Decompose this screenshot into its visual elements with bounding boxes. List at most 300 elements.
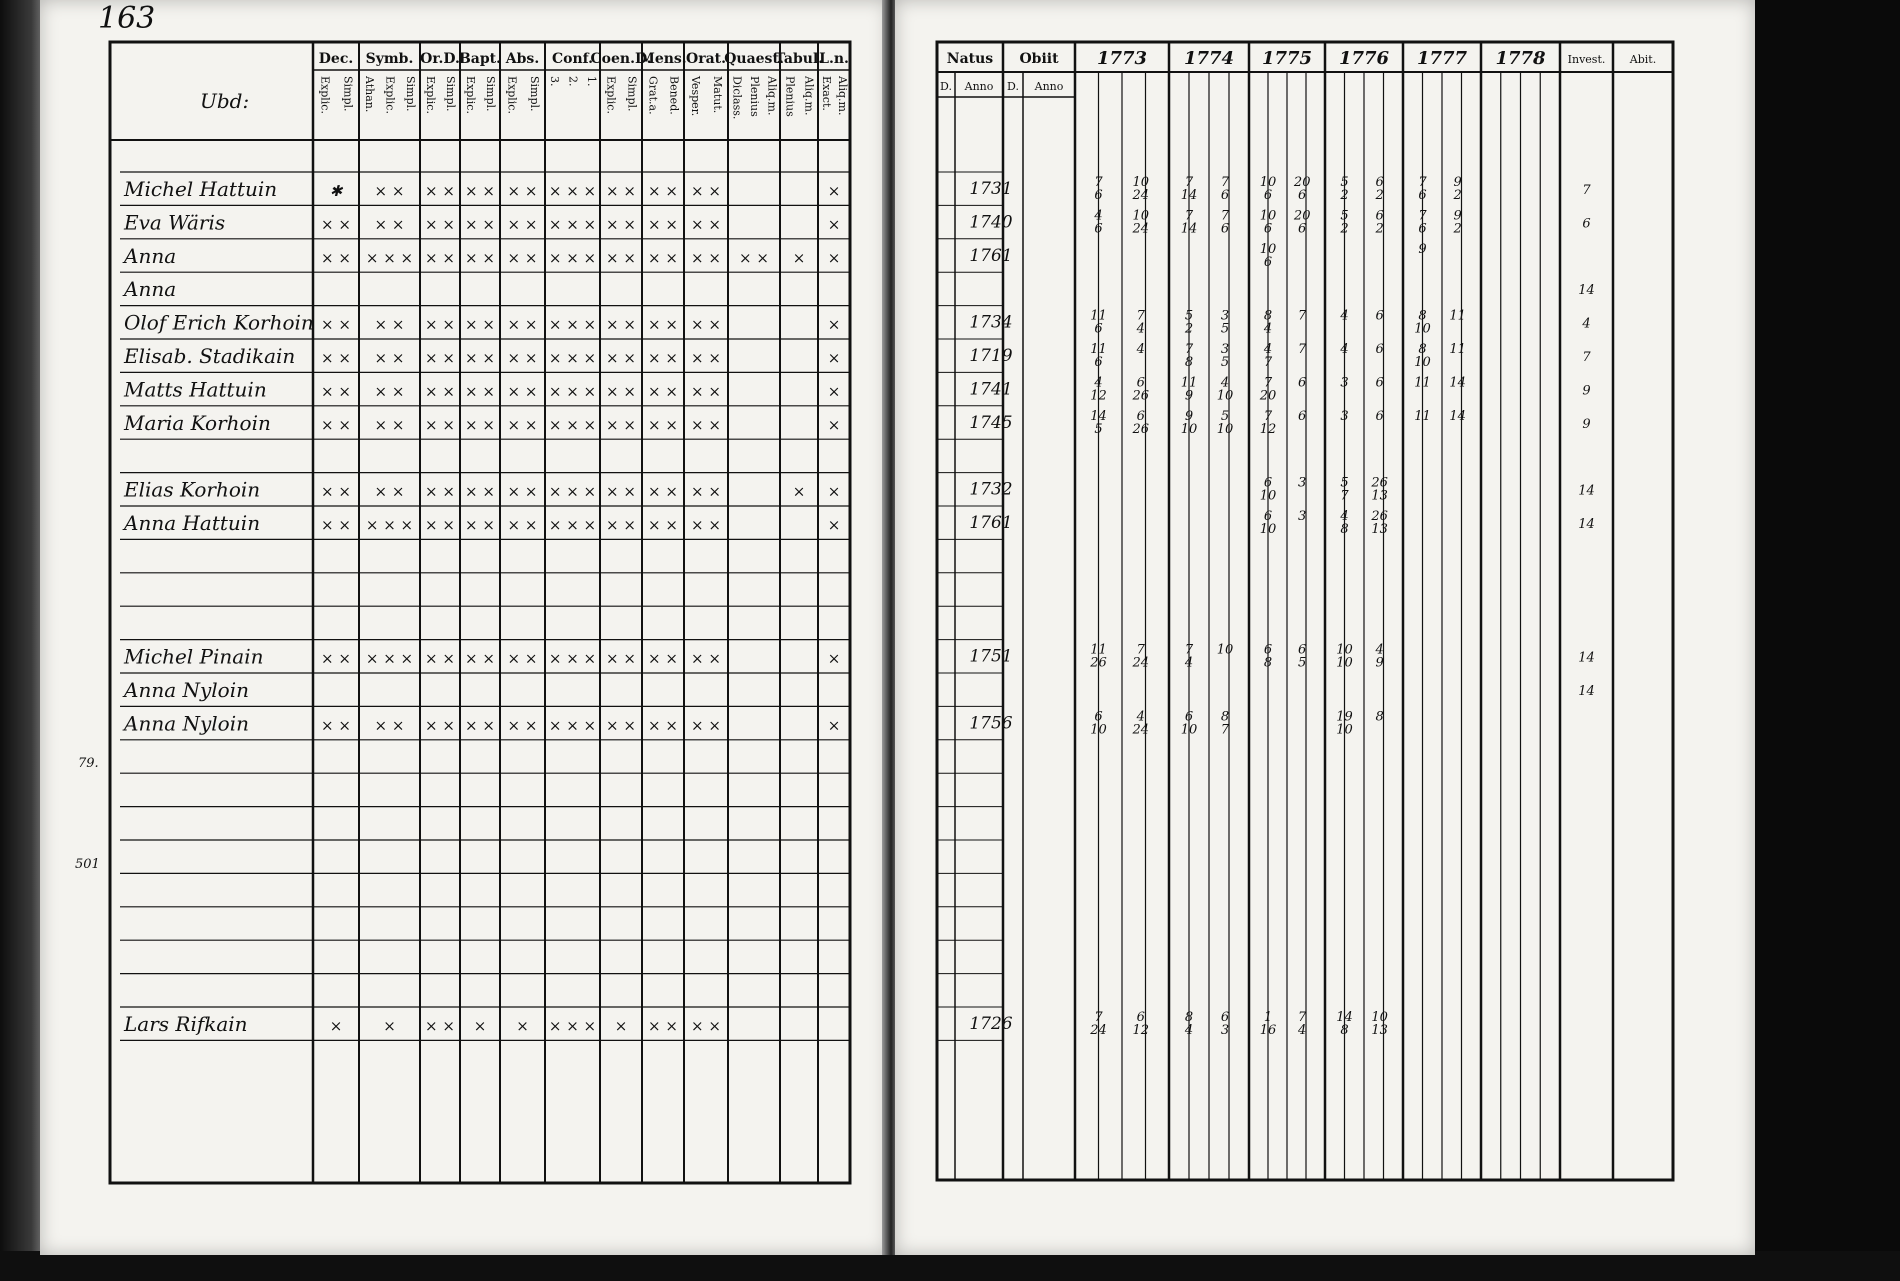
examination-entry: 12 [1259, 421, 1277, 437]
examination-entry: 7 [1184, 175, 1194, 190]
examination-entry: 8 [1220, 709, 1230, 725]
mark-cell: × × [606, 182, 636, 200]
examination-entry: 8 [1340, 522, 1349, 537]
entry-name: Anna [124, 277, 177, 302]
examination-entry: 14 [1336, 1010, 1353, 1025]
examination-entry: 7 [1136, 642, 1145, 658]
examination-entry: 24 [1132, 655, 1150, 671]
examination-entry: 6 [1298, 221, 1307, 237]
sub-header: Aliq.m. [765, 76, 779, 116]
examination-entry: 11 [1180, 375, 1198, 391]
mark-cell: × × [691, 248, 721, 267]
birth-year: 1761 [969, 513, 1013, 533]
mark-cell: × × [691, 382, 721, 401]
year-header: 1777 [1416, 48, 1468, 69]
mark-cell: × × × [548, 482, 597, 501]
examination-entry: 8 [1263, 308, 1273, 324]
mark-cell: × × [507, 248, 538, 267]
examination-entry: 26 [1371, 509, 1388, 524]
examination-entry: 2 [1453, 221, 1462, 237]
date-subheader: D. [1007, 80, 1019, 93]
right-register-table [895, 0, 1755, 1255]
mark-cell: × × [691, 415, 721, 434]
examination-entry: 19 [1336, 709, 1353, 725]
mark-cell: × × × [548, 248, 597, 267]
examination-entry: 6 [1094, 355, 1103, 370]
mark-cell: × [827, 315, 841, 334]
entry-name: Anna Nyloin [124, 711, 249, 736]
examination-entry: 5 [1220, 321, 1230, 337]
mark-cell: × × [648, 716, 678, 735]
examination-entry: 3 [1220, 1023, 1230, 1038]
mark-cell: × × [691, 482, 721, 501]
examination-entry: 4 [1263, 321, 1273, 337]
examination-entry: 11 [1090, 642, 1107, 658]
group-header: Symb. [365, 51, 414, 67]
mark-cell: × × [691, 315, 721, 334]
sub-header: Simpl. [341, 76, 355, 112]
mark-cell: × × [648, 382, 678, 401]
mark-cell: × [329, 1017, 343, 1035]
mark-cell: × × [648, 649, 678, 668]
mark-cell: × × × [548, 315, 597, 334]
scan-border-bottom [0, 1251, 1900, 1281]
birth-year: 1745 [969, 412, 1013, 433]
examination-entry: 3 [1220, 342, 1230, 357]
mark-cell: × × [648, 215, 678, 234]
examination-entry: 5 [1220, 408, 1230, 424]
page-number: 163 [98, 1, 156, 36]
sub-header: 3. [548, 76, 562, 87]
examination-entry: 6 [1094, 321, 1103, 337]
sub-header: 1. [584, 76, 598, 87]
mark-cell: × × [648, 1017, 678, 1035]
examination-entry: 11 [1414, 408, 1431, 424]
examination-entry: 24 [1090, 1023, 1107, 1038]
mark-cell: × × [425, 248, 455, 267]
year-header: 1775 [1261, 48, 1313, 69]
mark-cell: × × × [548, 516, 597, 534]
examination-entry: 5 [1340, 475, 1349, 491]
examination-entry: 4 [1094, 375, 1103, 391]
mark-cell: × × [374, 716, 405, 735]
birth-year: 1731 [969, 179, 1013, 199]
entry-name: Maria Korhoin [124, 410, 271, 435]
examination-entry: 13 [1371, 522, 1388, 537]
year-header: 1778 [1495, 48, 1546, 69]
mark-cell: × × [606, 248, 636, 267]
examination-entry: 6 [1220, 1010, 1230, 1025]
entry-name: Anna [124, 243, 177, 268]
mark-cell: × × [321, 248, 351, 267]
examination-entry: 4 [1263, 342, 1273, 357]
entry-name: Olof Erich Korhoin [124, 310, 314, 335]
mark-cell: × × [374, 382, 405, 401]
mark-cell: × × [648, 415, 678, 434]
mark-cell: × × [691, 349, 721, 367]
mark-cell: × [516, 1017, 529, 1035]
mark-cell: × × [465, 349, 495, 367]
mark-cell: × × [321, 649, 351, 668]
mark-cell: × × [374, 482, 405, 501]
birth-year: 1732 [969, 479, 1013, 500]
invest-entry: 4 [1582, 316, 1591, 332]
mark-cell: × [827, 482, 841, 501]
mark-cell: × [827, 716, 841, 735]
mark-cell: × × [465, 248, 495, 267]
mark-cell: × × [507, 215, 538, 234]
examination-entry: 26 [1132, 388, 1150, 404]
examination-entry: 6 [1263, 221, 1273, 237]
entry-name: Elias Korhoin [124, 477, 261, 502]
entry-name: Eva Wäris [124, 210, 226, 235]
group-header: Or.D. [420, 51, 460, 67]
invest-entry: 14 [1578, 517, 1595, 532]
birth-year: 1756 [969, 713, 1013, 734]
sub-header: Explic. [318, 76, 332, 114]
sub-header: Simpl. [625, 76, 639, 112]
examination-entry: 4 [1184, 655, 1194, 671]
mark-cell: × × [739, 248, 769, 267]
mark-cell: × × [606, 516, 636, 534]
examination-entry: 9 [1453, 208, 1462, 224]
invest-entry: 14 [1578, 650, 1595, 666]
examination-entry: 10 [1259, 522, 1277, 537]
sub-header: Explic. [505, 76, 519, 114]
examination-entry: 11 [1090, 342, 1107, 357]
examination-entry: 8 [1184, 1010, 1194, 1025]
examination-entry: 7 [1184, 642, 1194, 658]
mark-cell: × × [374, 215, 405, 234]
group-header: Orat. [686, 51, 726, 67]
invest-entry: 9 [1582, 416, 1591, 432]
right-page [895, 0, 1755, 1255]
mark-cell: × × [465, 315, 495, 334]
group-header: Mens. [639, 51, 687, 67]
left-page [40, 0, 888, 1255]
mark-cell: × × × [548, 1017, 597, 1035]
mark-cell: × × [648, 516, 678, 534]
entry-name: Michel Hattuin [124, 177, 278, 201]
examination-entry: 26 [1090, 655, 1107, 671]
group-header: L.n. [819, 51, 849, 67]
examination-entry: 2 [1340, 221, 1349, 237]
examination-entry: 6 [1136, 408, 1145, 424]
invest-entry: 9 [1582, 383, 1591, 399]
examination-entry: 6 [1263, 188, 1273, 203]
examination-entry: 6 [1298, 642, 1307, 658]
examination-entry: 3 [1298, 475, 1307, 491]
examination-entry: 1 [1263, 1010, 1273, 1025]
examination-entry: 10 [1414, 321, 1431, 337]
mark-cell: × × [321, 482, 351, 501]
entry-name: Matts Hattuin [124, 377, 267, 402]
examination-entry: 10 [1371, 1010, 1388, 1025]
group-header: Quaest. [724, 51, 784, 67]
mark-cell: × [473, 1017, 487, 1035]
birth-year: 1761 [969, 245, 1013, 266]
mark-cell: × × [507, 716, 538, 735]
examination-entry: 10 [1259, 208, 1277, 224]
examination-entry: 4 [1298, 1023, 1307, 1038]
group-header: Bapt. [458, 51, 502, 67]
examination-entry: 7 [1340, 488, 1349, 504]
examination-entry: 10 [1216, 421, 1234, 437]
examination-entry: 8 [1340, 1023, 1349, 1038]
sub-header: Bened. [667, 76, 681, 115]
mark-cell: × × [691, 716, 721, 735]
examination-entry: 10 [1132, 208, 1150, 224]
mark-cell: × × [507, 349, 538, 367]
mark-cell: × × [425, 349, 455, 367]
examination-entry: 14 [1180, 221, 1198, 237]
examination-entry: 4 [1136, 709, 1145, 725]
examination-entry: 10 [1180, 722, 1198, 738]
examination-entry: 14 [1180, 188, 1198, 203]
examination-entry: 7 [1220, 175, 1230, 190]
mark-cell: × × × [548, 349, 597, 367]
examination-entry: 7 [1263, 408, 1273, 424]
examination-entry: 5 [1340, 208, 1349, 224]
sub-header: Explic. [383, 76, 397, 114]
examination-entry: 9 [1418, 241, 1427, 257]
examination-entry: 6 [1263, 475, 1273, 491]
examination-entry: 4 [1220, 375, 1230, 391]
mark-cell: × × [691, 1017, 721, 1035]
birth-year: 1734 [969, 312, 1013, 333]
mark-cell: × × [648, 482, 678, 501]
examination-entry: 9 [1375, 655, 1384, 671]
margin-note: 501 [75, 857, 100, 872]
group-header: Tabul. [774, 51, 824, 67]
examination-entry: 6 [1136, 1010, 1145, 1025]
examination-entry: 2 [1453, 188, 1462, 203]
examination-entry: 7 [1220, 722, 1230, 738]
examination-entry: 13 [1371, 1023, 1388, 1038]
examination-entry: 4 [1375, 642, 1384, 658]
examination-entry: 10 [1336, 722, 1353, 738]
date-subheader: D. [940, 80, 952, 93]
examination-entry: 12 [1090, 388, 1107, 404]
examination-entry: 11 [1449, 308, 1466, 324]
invest-entry: 14 [1578, 483, 1595, 499]
mark-cell: × × [425, 382, 455, 401]
examination-entry: 9 [1453, 175, 1462, 190]
mark-cell: × × [465, 382, 495, 401]
examination-entry: 20 [1293, 175, 1311, 190]
natus-header: Natus [946, 51, 994, 67]
entry-name: Lars Rifkain [124, 1012, 248, 1036]
examination-entry: 6 [1298, 375, 1307, 391]
entry-name: Elisab. Stadikain [124, 344, 296, 368]
birth-year: 1740 [969, 212, 1013, 233]
mark-cell: × [827, 248, 841, 267]
examination-entry: 7 [1094, 175, 1103, 190]
invest-entry: 14 [1578, 684, 1595, 699]
mark-cell: × × [606, 315, 636, 334]
obiit-header: Obiit [1019, 51, 1059, 67]
examination-entry: 10 [1090, 722, 1107, 738]
mark-cell: × × [321, 415, 351, 434]
examination-entry: 7 [1263, 355, 1273, 370]
birth-year: 1719 [969, 346, 1013, 366]
mark-cell: × × [606, 482, 636, 501]
examination-entry: 9 [1184, 408, 1194, 424]
mark-cell: × × × [548, 382, 597, 401]
date-subheader: Anno [964, 80, 994, 93]
examination-entry: 24 [1132, 722, 1150, 738]
mark-cell: × [827, 516, 841, 534]
examination-entry: 2 [1375, 221, 1384, 237]
examination-entry: 6 [1220, 188, 1230, 203]
examination-entry: 8 [1375, 709, 1384, 725]
examination-entry: 5 [1184, 308, 1194, 324]
examination-entry: 4 [1094, 208, 1103, 224]
mark-cell: × × [507, 482, 538, 501]
birth-year: 1741 [969, 379, 1013, 400]
invest-entry: 7 [1582, 350, 1591, 365]
mark-cell: × × [465, 215, 495, 234]
mark-cell: × × [425, 182, 455, 200]
mark-cell: × × [691, 215, 721, 234]
examination-entry: 6 [1375, 308, 1384, 324]
examination-entry: 11 [1449, 342, 1466, 357]
mark-cell: × [827, 182, 841, 200]
examination-entry: 10 [1259, 175, 1277, 190]
mark-cell: × × [425, 1017, 455, 1035]
examination-entry: 20 [1293, 208, 1311, 224]
mark-cell: × [792, 248, 806, 267]
examination-entry: 11 [1090, 308, 1107, 324]
mark-cell: × × [321, 516, 351, 534]
sub-header: Explic. [424, 76, 437, 114]
examination-entry: 6 [1418, 221, 1427, 237]
mark-cell: × × [606, 215, 636, 234]
mark-cell: × × [321, 349, 351, 367]
name-column-header: Ubd: [200, 89, 250, 113]
mark-cell: × [827, 415, 841, 434]
group-header: Conf. [551, 51, 594, 67]
left-register-table [40, 0, 888, 1255]
sub-header: Aliq.m. [836, 76, 849, 116]
examination-entry: 10 [1414, 355, 1431, 370]
examination-entry: 7 [1298, 308, 1307, 324]
mark-cell: × [827, 215, 841, 234]
examination-entry: 10 [1180, 421, 1198, 437]
examination-entry: 10 [1259, 241, 1277, 257]
invest-entry: 14 [1578, 283, 1595, 299]
sub-header: Explic. [604, 76, 618, 114]
mark-cell: × × [648, 315, 678, 334]
examination-entry: 6 [1094, 709, 1103, 725]
examination-entry: 6 [1263, 509, 1273, 524]
examination-entry: 3 [1298, 509, 1307, 524]
mark-cell: × × [465, 415, 495, 434]
mark-cell: × × [374, 349, 405, 367]
examination-entry: 4 [1340, 342, 1349, 357]
mark-cell: × × [465, 649, 495, 668]
mark-cell: × × [425, 716, 455, 735]
examination-entry: 12 [1132, 1023, 1150, 1038]
book-edge-right [1750, 0, 1900, 1281]
examination-entry: 10 [1216, 642, 1234, 658]
examination-entry: 7 [1298, 1010, 1307, 1025]
mark-cell: × × [606, 382, 636, 401]
mark-cell: × × [648, 248, 678, 267]
examination-entry: 10 [1259, 488, 1277, 504]
examination-entry: 4 [1136, 321, 1145, 337]
examination-entry: 8 [1184, 355, 1194, 370]
mark-cell: × × [606, 415, 636, 434]
sub-header: Simpl. [484, 76, 497, 112]
mark-cell: × × [321, 382, 351, 401]
birth-year: 1726 [969, 1014, 1013, 1034]
mark-cell: × × × [365, 248, 414, 267]
examination-entry: 3 [1220, 308, 1230, 324]
mark-cell: × × [507, 315, 538, 334]
examination-entry: 8 [1418, 308, 1427, 324]
examination-entry: 4 [1340, 509, 1349, 524]
examination-entry: 14 [1449, 408, 1466, 424]
mark-cell: × × [606, 716, 636, 735]
examination-entry: 8 [1263, 655, 1273, 671]
invest-header: Invest. [1567, 53, 1606, 66]
examination-entry: 3 [1340, 408, 1349, 424]
mark-cell: × × [321, 215, 351, 234]
mark-cell: × × [425, 215, 455, 234]
group-header: Abs. [505, 51, 540, 67]
sub-header: Matut. [711, 76, 724, 114]
mark-cell: × × [606, 349, 636, 367]
examination-entry: 10 [1336, 642, 1353, 658]
examination-entry: 5 [1094, 421, 1103, 437]
examination-entry: 7 [1136, 308, 1145, 324]
mark-cell: × [383, 1017, 396, 1035]
mark-cell: × × [507, 516, 538, 534]
examination-entry: 4 [1184, 1023, 1194, 1038]
mark-cell: × × [321, 716, 351, 735]
mark-cell: × × [425, 482, 455, 501]
mark-cell: × [792, 482, 806, 501]
examination-entry: 6 [1418, 188, 1427, 203]
sub-header: Athan. [363, 76, 377, 113]
examination-entry: 5 [1220, 355, 1230, 370]
mark-cell: × × [374, 415, 405, 434]
examination-entry: 13 [1371, 488, 1388, 504]
mark-cell: × × [507, 382, 538, 401]
mark-cell: × × [691, 649, 721, 668]
group-header: Coen.D. [590, 51, 652, 67]
mark-cell: × × × [548, 649, 597, 668]
sub-header: Simpl. [527, 76, 541, 112]
examination-entry: 10 [1336, 655, 1353, 671]
mark-cell: × × [321, 315, 351, 334]
mark-cell: × × [507, 415, 538, 434]
year-header: 1773 [1096, 48, 1148, 69]
sub-header: Plenius [783, 76, 797, 117]
book-edge-left [0, 0, 45, 1281]
sub-header: Aliq.m. [802, 76, 816, 116]
mark-cell: × × [507, 649, 538, 668]
date-subheader: Anno [1034, 80, 1064, 93]
examination-entry: 7 [1094, 1010, 1103, 1025]
examination-entry: 26 [1371, 475, 1388, 491]
sub-header: Plenius [748, 76, 761, 117]
mark-cell: × × × [548, 215, 597, 234]
entry-name: Anna Hattuin [124, 511, 261, 535]
examination-entry: 6 [1375, 375, 1384, 391]
mark-cell: × × [606, 649, 636, 668]
